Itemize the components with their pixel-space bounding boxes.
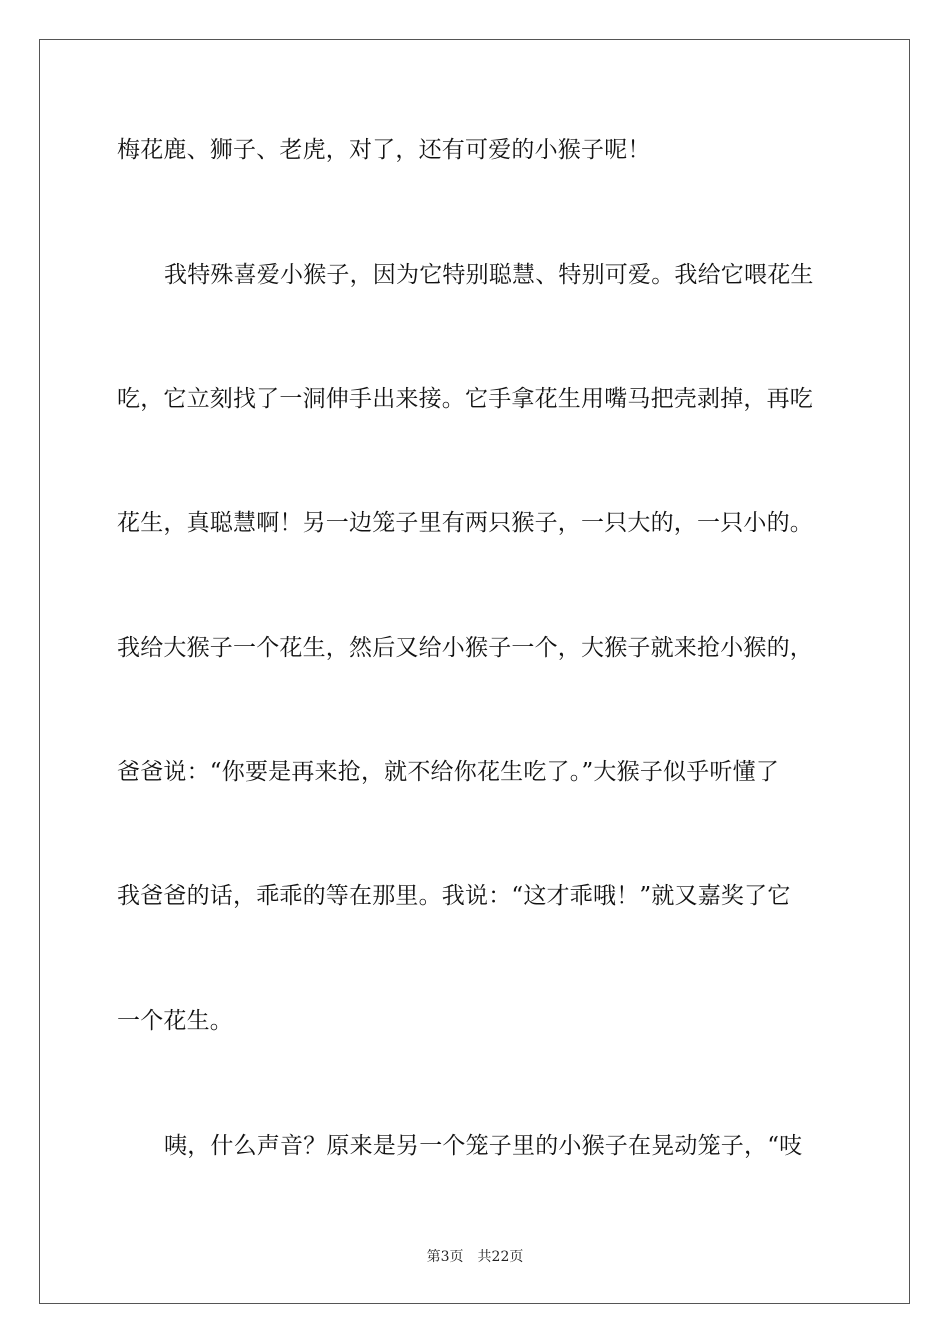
- text-line: 我爸爸的话，乖乖的等在那里。我说：“这才乖哦！”就又嘉奖了它: [117, 883, 791, 909]
- page-border: [39, 39, 910, 1304]
- text-line: 吃，它立刻找了一洞伸手出来接。它手拿花生用嘴马把壳剥掉，再吃: [117, 386, 813, 412]
- text-line: 我给大猴子一个花生，然后又给小猴子一个，大猴子就来抢小猴的，: [117, 635, 813, 661]
- paragraph-start-line: 咦，什么声音？原来是另一个笼子里的小猴子在晃动笼子，“吱: [164, 1133, 803, 1159]
- text-line: 爸爸说：“你要是再来抢，就不给你花生吃了。”大猴子似乎听懂了: [117, 759, 780, 785]
- text-line: 花生，真聪慧啊！另一边笼子里有两只猴子，一只大的，一只小的。: [117, 510, 813, 536]
- paragraph-start-line: 我特殊喜爱小猴子，因为它特别聪慧、特别可爱。我给它喂花生: [164, 262, 814, 288]
- page-number: 第3页: [426, 1249, 464, 1265]
- text-line: 梅花鹿、狮子、老虎，对了，还有可爱的小猴子呢！: [117, 137, 651, 163]
- page-total: 共22页: [477, 1249, 524, 1265]
- text-line: 一个花生。: [117, 1008, 233, 1034]
- page-footer: [0, 1248, 950, 1266]
